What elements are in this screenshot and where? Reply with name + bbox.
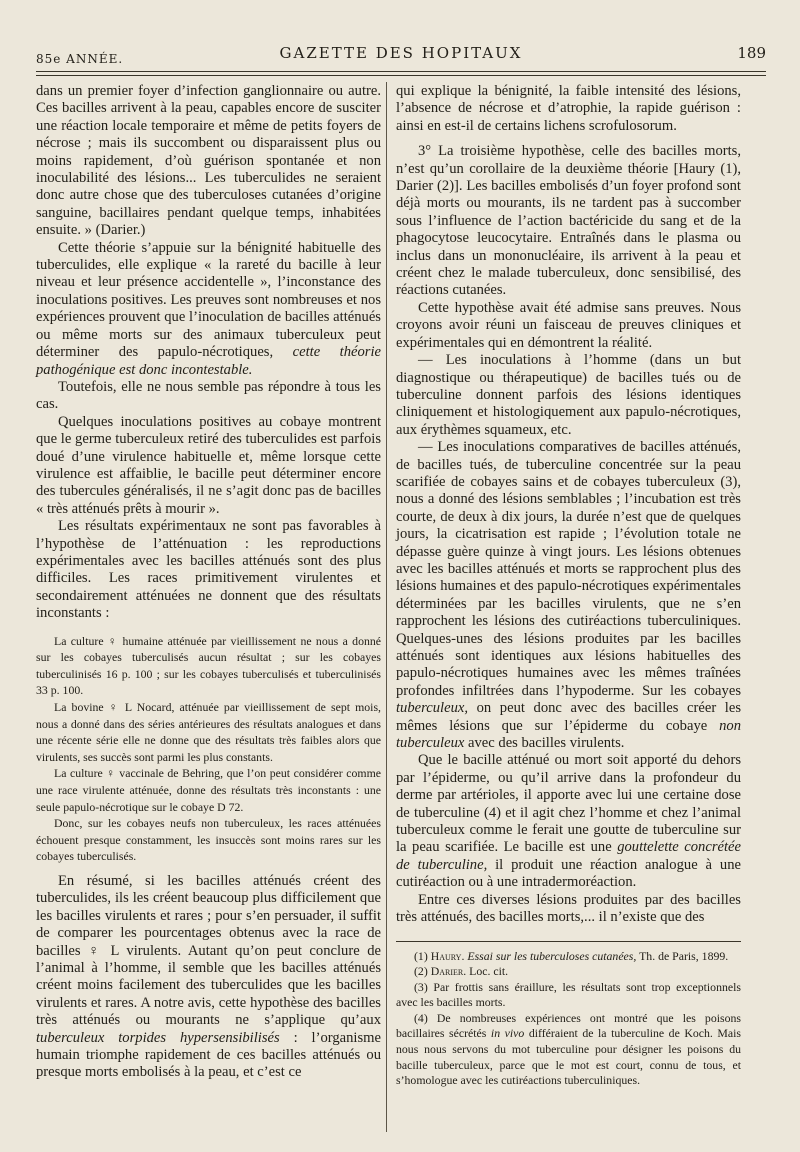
note-paragraph: La bovine ♀ L Nocard, atténuée par vieillissement de sept mois, nous a donné dans des séries antérieures des résultats analogues et dans une récente série elle ne donne que des résultats très faibles alors que virulents, ses succès sont parmi les plus constants. [36, 699, 381, 764]
footnote-rule [396, 941, 741, 942]
note-paragraph: La culture ♀ vaccinale de Behring, que l’on peut considérer comme une race virulente atténuée, donne des résultats très inconstants : une seule papulo-nécrotique sur le cobaye D 72. [36, 766, 381, 814]
experiment-notes [36, 633, 381, 865]
running-header [36, 40, 766, 68]
footnote: (1) Haury. Essai sur les tuberculoses cutanées, Th. de Paris, 1899. [414, 948, 729, 963]
footnote: (4) De nombreuses expériences ont montré que les poisons bacillaires sécrétés in vivo différaient de la tuberculine de Koch. Mais nous nous servons du mot tuberculine pour désigner les poisons du bacille tuberculeux, parce que le mot est court, connu de tous, et s’homologue avec les cutiréactions tuberculiniques. [396, 1010, 742, 1088]
paragraph: Cette hypothèse avait été admise sans preuves. Nous croyons avoir réuni un faisceau de preuves cliniques et expérimentales qui en démontrent la réalité. [396, 299, 741, 351]
header-rule-thin [36, 75, 766, 76]
volume-year: 85e ANNÉE. [36, 52, 124, 66]
paragraph: Toutefois, elle ne nous semble pas répondre à tous les cas. [36, 378, 381, 413]
note-paragraph: Donc, sur les cobayes neufs non tuberculeux, les races atténuées échouent presque constamment, les insuccès sont moins rares sur les cobayes tuberculisés. [36, 816, 381, 864]
paragraph: dans un premier foyer d’infection ganglionnaire ou autre. Ces bacilles arrivent à la peau, capables encore de susciter une réaction locale temporaire et même de petits foyers de nécrose ; mais ils succombent ou disparaissent plus ou moins rapidement, d’où guérison spontanée et non inoculabilité des lésions... Les tuberculides ne seraient donc autre chose que des tuberculoses cutanées d’origine sanguine, bacillaires pendant quelque temps, inhabitées ensuite. » (Darier.) [36, 83, 381, 239]
column-divider [386, 82, 387, 1132]
paragraph: Cette théorie s’appuie sur la bénignité habituelle des tuberculides, elle explique « la rareté du bacille à leur niveau et leur présence accidentelle », l’inconstance des inoculations positives. Les preuves sont nombreuses et nos expériences prouvent que l’inoculation de bacilles atténués ou même morts sur des animaux tuberculeux peut déterminer des papulo-nécrotiques, cette théorie pathogénique est donc incontestable. [36, 239, 382, 378]
paragraph: En résumé, si les bacilles atténués créent des tuberculides, ils les créent beaucoup plus difficilement que les bacilles virulents et rares ; pour s’en persuader, il suffit de comparer les pourcentages obtenus avec la race de bacilles ♀ L virulents. Autant qu’on peut conclure de l’animal à l’homme, il semble que les bacilles atténués créent moins facilement des tuberculides que les bacilles virulents et rares. A notre avis, cette hypothèse des bacilles très atténués ou mourants ne s’applique qu’aux tuberculeux torpides hypersensibilisés : l’organisme humain triomphe rapidement de ces bacilles atténués ou presque morts embolisés à la peau, et c’est ce [36, 872, 381, 1081]
footnotes [396, 949, 741, 1089]
paragraph: — Les inoculations comparatives de bacilles atténués, de bacilles tués, de tuberculine concentrée sur la peau scarifiée de cobayes sains et de cobayes tuberculeux (3), nous a donné des lésions semblables ; l’incubation est très courte, de deux à dix jours, la durée n’est que de quelques jours, la cicatrisation est rapide ; l’évolution totale ne dépasse guère quinze à vingt jours. Les lésions obtenues avec les bacilles atténués et morts se rapprochent plus des lésions humaines et des papulo-nécrotiques expérimentales déterminées par les bacilles virulents, que ne s’en rapprochent les lésions des cutiréactions tuberculiniques. Quelques-unes des lésions produites par les bacilles atténués sont identiques aux lésions habituelles des papulo-nécrotiques humaines avec les mêmes traînées profondes infiltrées dans l’hypoderme. Sur les cobayes tuberculeux, on peut donc avec des bacilles créer les mêmes lésions que sur l’épiderme du cobaye non tuberculeux avec des bacilles virulents. [396, 439, 741, 752]
paragraph: Que le bacille atténué ou mort soit apporté du dehors par l’épiderme, ou qu’il arrive dans la profondeur du derme par artérioles, il apporte avec lui une certaine dose de tuberculine (4) et il agit chez l’homme et chez l’animal tuberculeux comme le ferait une goutte de tuberculine sur la peau scarifiée. Le bacille est une gouttelette concrétée de tuberculine, il produit une réaction analogue à une cutiréaction ou à une intradermoréaction. [396, 752, 741, 891]
journal-title: GAZETTE DES HOPITAUX [279, 44, 523, 62]
footnote: (2) Darier. Loc. cit. [414, 964, 509, 979]
right-column [396, 83, 741, 1089]
paragraph: Quelques inoculations positives au cobaye montrent que le germe tuberculeux retiré des tuberculides est parfois doué d’une virulence habituelle et, même lorsque cette virulence est affaiblie, le bacille peut déterminer encore des tubercules généralisés, il ne s’agit donc pas de bacilles « très atténués prêts à mourir ». [36, 413, 381, 517]
paragraph: 3° La troisième hypothèse, celle des bacilles morts, n’est qu’un corollaire de la deuxième théorie [Haury (1), Darier (2)]. Les bacilles embolisés d’un foyer profond sont déjà morts ou mourants, ils ne tardent pas à succomber sous l’influence de l’action bactéricide du sang et de la phagocytose leucocytaire. Entraînés dans le plasma ou inclus dans un mononucléaire, ils arrivent à la peau et créent chez le malade tuberculeux, donc sensibilisé, des réactions cutanées. [396, 143, 741, 299]
paragraph: — Les inoculations à l’homme (dans un but diagnostique ou thérapeutique) de bacilles tués ou de tuberculine donnent parfois des lésions identiques cliniquement et histologiquement aux papulo-nécrotiques, aux érythèmes squameux, etc. [396, 352, 741, 438]
page-number: 189 [737, 44, 766, 62]
footnote: (3) Par frottis sans éraillure, les résultats sont trop exceptionnels avec les bacilles morts. [396, 979, 741, 1010]
paragraph: qui explique la bénignité, la faible intensité des lésions, l’absence de nécrose et d’atrophie, la rapide guérison : ainsi en est-il de certains lichens scrofulosorum. [396, 83, 741, 134]
header-rule [36, 71, 766, 72]
paragraph: Entre ces diverses lésions produites par des bacilles très atténués, des bacilles morts,... il n’existe que des [396, 891, 741, 926]
note-paragraph: La culture ♀ humaine atténuée par vieillissement ne nous a donné sur les cobayes tuberculisés aucun résultat ; sur les cobayes tuberculinisés 16 p. 100 ; sur les cobayes tuberculisés et tuberculinisés 33 p. 100. [36, 633, 381, 698]
left-column [36, 83, 381, 1082]
paragraph: Les résultats expérimentaux ne sont pas favorables à l’hypothèse de l’atténuation : les reproductions expérimentales avec les bacilles atténués sont des plus difficiles. Les races primitivement virulentes et secondairement atténuées ne donnent que des résultats inconstants : [36, 518, 381, 622]
